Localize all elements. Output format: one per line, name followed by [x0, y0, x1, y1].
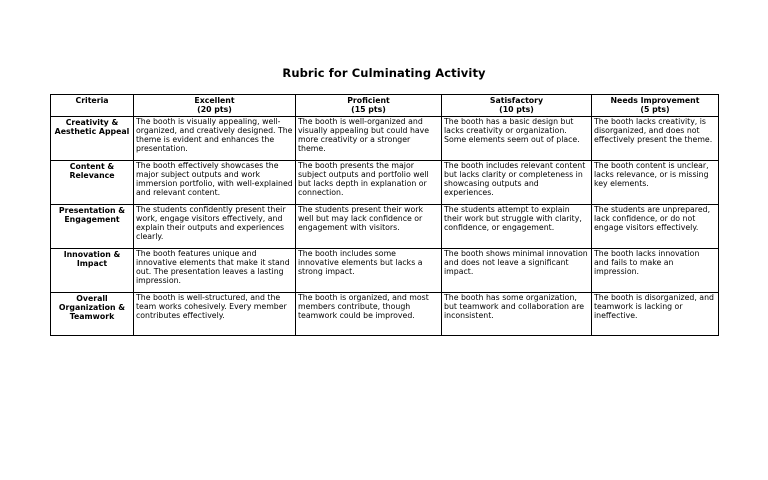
- criterion-cell: Overall Organization & Teamwork: [51, 292, 134, 335]
- satisfactory-cell: The booth has a basic design but lacks creativity or organization. Some elements seem out of place.: [442, 116, 592, 160]
- proficient-cell: The booth is well-organized and visually appealing but could have more creativity or a stronger theme.: [296, 116, 442, 160]
- header-row: [51, 95, 719, 117]
- satisfactory-cell: The students attempt to explain their work but struggle with clarity, confidence, or engagement.: [442, 204, 592, 248]
- proficient-cell: The booth includes some innovative elements but lacks a strong impact.: [296, 248, 442, 292]
- header-proficient-label: Proficient: [347, 96, 390, 105]
- satisfactory-cell: The booth has some organization, but teamwork and collaboration are inconsistent.: [442, 292, 592, 335]
- header-proficient: [296, 95, 442, 117]
- header-excellent-label: Excellent: [194, 96, 235, 105]
- header-satisfactory-label: Satisfactory: [489, 96, 544, 105]
- rubric-table: [50, 94, 719, 336]
- header-needs-improvement: [592, 95, 719, 117]
- table-row: [51, 248, 719, 292]
- table-row: [51, 160, 719, 204]
- header-satisfactory: [442, 95, 592, 117]
- table-row: [51, 204, 719, 248]
- criterion-cell: Creativity & Aesthetic Appeal: [51, 116, 134, 160]
- needs-improvement-cell: The booth content is unclear, lacks relevance, or is missing key elements.: [592, 160, 719, 204]
- table-row: [51, 116, 719, 160]
- excellent-cell: The booth is visually appealing, well-organized, and creatively designed. The theme is evident and enhances the presentation.: [134, 116, 296, 160]
- needs-improvement-cell: The booth lacks creativity, is disorganized, and does not effectively present the theme.: [592, 116, 719, 160]
- header-criteria: [51, 95, 134, 117]
- document-title: Rubric for Culminating Activity: [282, 66, 486, 80]
- header-needs-improvement-points: (5 pts): [640, 105, 670, 115]
- excellent-cell: The booth is well-structured, and the team works cohesively. Every member contributes effectively.: [134, 292, 296, 335]
- needs-improvement-cell: The booth is disorganized, and teamwork is lacking or ineffective.: [592, 292, 719, 335]
- excellent-cell: The booth effectively showcases the major subject outputs and work immersion portfolio, with well-explained and relevant content.: [134, 160, 296, 204]
- table-row: [51, 292, 719, 335]
- needs-improvement-cell: The students are unprepared, lack confidence, or do not engage visitors effectively.: [592, 204, 719, 248]
- needs-improvement-cell: The booth lacks innovation and fails to make an impression.: [592, 248, 719, 292]
- header-needs-improvement-label: Needs Improvement: [610, 96, 700, 105]
- proficient-cell: The booth is organized, and most members contribute, though teamwork could be improved.: [296, 292, 442, 335]
- proficient-cell: The students present their work well but may lack confidence or engagement with visitors.: [296, 204, 442, 248]
- satisfactory-cell: The booth includes relevant content but lacks clarity or completeness in showcasing outputs and experiences.: [442, 160, 592, 204]
- header-excellent-points: (20 pts): [197, 105, 232, 115]
- excellent-cell: The booth features unique and innovative elements that make it stand out. The presentation leaves a lasting impression.: [134, 248, 296, 292]
- criterion-cell: Presentation & Engagement: [51, 204, 134, 248]
- header-excellent: [134, 95, 296, 117]
- header-satisfactory-points: (10 pts): [499, 105, 534, 115]
- proficient-cell: The booth presents the major subject outputs and portfolio well but lacks depth in explanation or connection.: [296, 160, 442, 204]
- satisfactory-cell: The booth shows minimal innovation and does not leave a significant impact.: [442, 248, 592, 292]
- criterion-cell: Content & Relevance: [51, 160, 134, 204]
- excellent-cell: The students confidently present their work, engage visitors effectively, and explain their outputs and experiences clearly.: [134, 204, 296, 248]
- header-proficient-points: (15 pts): [351, 105, 386, 115]
- criterion-cell: Innovation & Impact: [51, 248, 134, 292]
- header-criteria-label: Criteria: [75, 96, 109, 105]
